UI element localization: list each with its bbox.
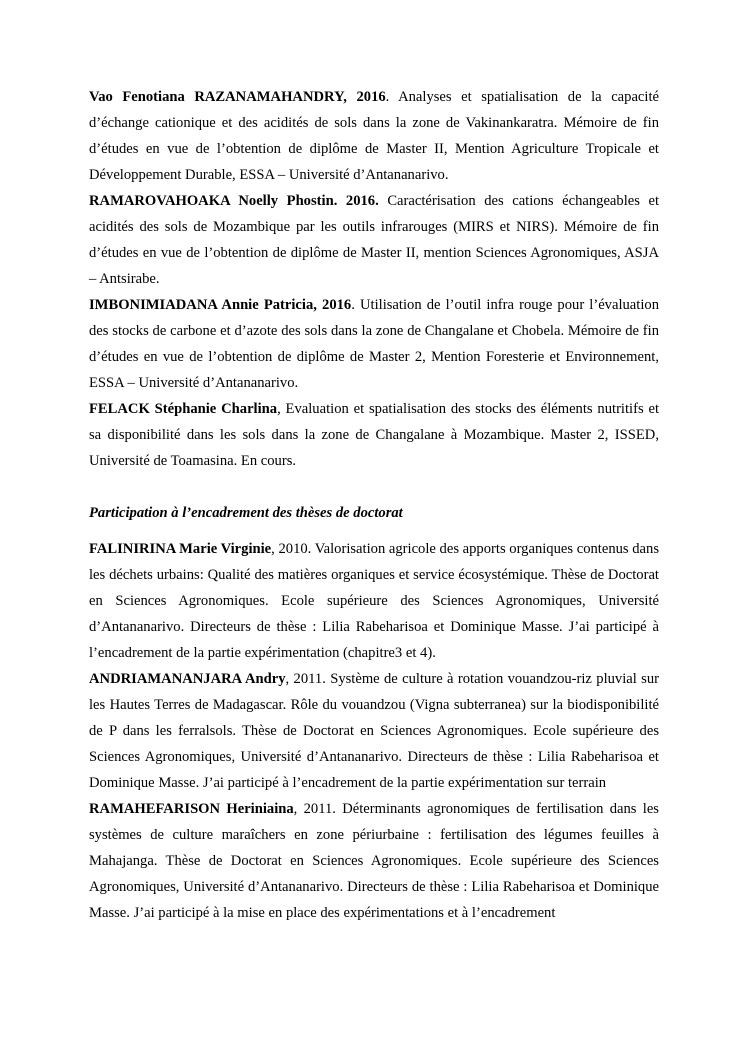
masters-entry-2 <box>89 188 659 292</box>
doctorat-entry-1 <box>89 536 659 666</box>
entry-author: ANDRIAMANANJARA Andry <box>89 671 286 687</box>
entry-author: RAMAROVAHOAKA Noelly Phostin. 2016. <box>89 193 379 209</box>
masters-entry-3 <box>89 292 659 396</box>
masters-entry-1 <box>89 84 659 188</box>
section-title: Participation à l’encadrement des thèses de doctorat <box>89 505 403 521</box>
entry-author: FALINIRINA Marie Virginie <box>89 541 272 557</box>
entry-text: , 2011. Déterminants agronomiques de fertilisation dans les systèmes de culture maraîchers en zone périurbaine : fertilisation des légumes feuilles à Mahajanga. Thèse de Doctorat en Sciences Agronomiques. Ecole supérieure des Sciences Agronomiques, Université d’Antananarivo. Directeurs de thèse : Lilia Rabeharisoa et Dominique Masse. J’ai participé à la mise en place des expérimentations et à l’encadrement <box>89 801 659 921</box>
doctorat-entry-2 <box>89 666 659 796</box>
doctorat-entry-3 <box>89 796 659 926</box>
entry-text: Caractérisation des cations échangeables et acidités des sols de Mozambique par les outils infrarouges (MIRS et NIRS). Mémoire de fin d’études en vue de l’obtention de diplôme de Master II, mention Sciences Agronomiques, ASJA – Antsirabe. <box>89 193 660 287</box>
entry-text: , 2010. Valorisation agricole des apports organiques contenus dans les déchets urbains: Qualité des matières organiques et service écosystémique. Thèse de Doctorat en Sciences Agronomiques. Ecole supérieure des Sciences Agronomiques, Université d’Antananarivo. Directeurs de thèse : Lilia Rabeharisoa et Dominique Masse. J’ai participé à l’encadrement de la partie expérimentation (chapitre3 et 4). <box>89 541 659 661</box>
document-page <box>89 84 659 926</box>
entry-text: . Analyses et spatialisation de la capacité d’échange cationique et des acidités de sols dans la zone de Vakinankaratra. Mémoire de fin d’études en vue de l’obtention de diplôme de Master II, Mention Agriculture Tropicale et Développement Durable, ESSA – Université d’Antananarivo. <box>89 89 659 183</box>
entry-author: RAMAHEFARISON Heriniaina <box>89 801 294 817</box>
entry-author: Vao Fenotiana RAZANAMAHANDRY, 2016 <box>89 89 386 105</box>
entry-text: . Utilisation de l’outil infra rouge pour l’évaluation des stocks de carbone et d’azote des sols dans la zone de Changalane et Chobela. Mémoire de fin d’études en vue de l’obtention de diplôme de Master 2, Mention Foresterie et Environnement, ESSA – Université d’Antananarivo. <box>89 297 659 391</box>
entry-author: FELACK Stéphanie Charlina <box>89 401 278 417</box>
entry-text: , Evaluation et spatialisation des stocks des éléments nutritifs et sa disponibilité dans les sols dans la zone de Changalane à Mozambique. Master 2, ISSED, Université de Toamasina. En cours. <box>89 401 660 469</box>
entry-text: , 2011. Système de culture à rotation vouandzou-riz pluvial sur les Hautes Terres de Madagascar. Rôle du vouandzou (Vigna subterranea) sur la biodisponibilité de P dans les ferralsols. Thèse de Doctorat en Sciences Agronomiques. Ecole supérieure des Sciences Agronomiques, Université d’Antananarivo. Directeurs de thèse : Lilia Rabeharisoa et Dominique Masse. J’ai participé à l’encadrement de la partie expérimentation sur terrain <box>89 671 660 791</box>
masters-entry-4 <box>89 396 659 474</box>
entry-author: IMBONIMIADANA Annie Patricia, 2016 <box>89 297 352 313</box>
